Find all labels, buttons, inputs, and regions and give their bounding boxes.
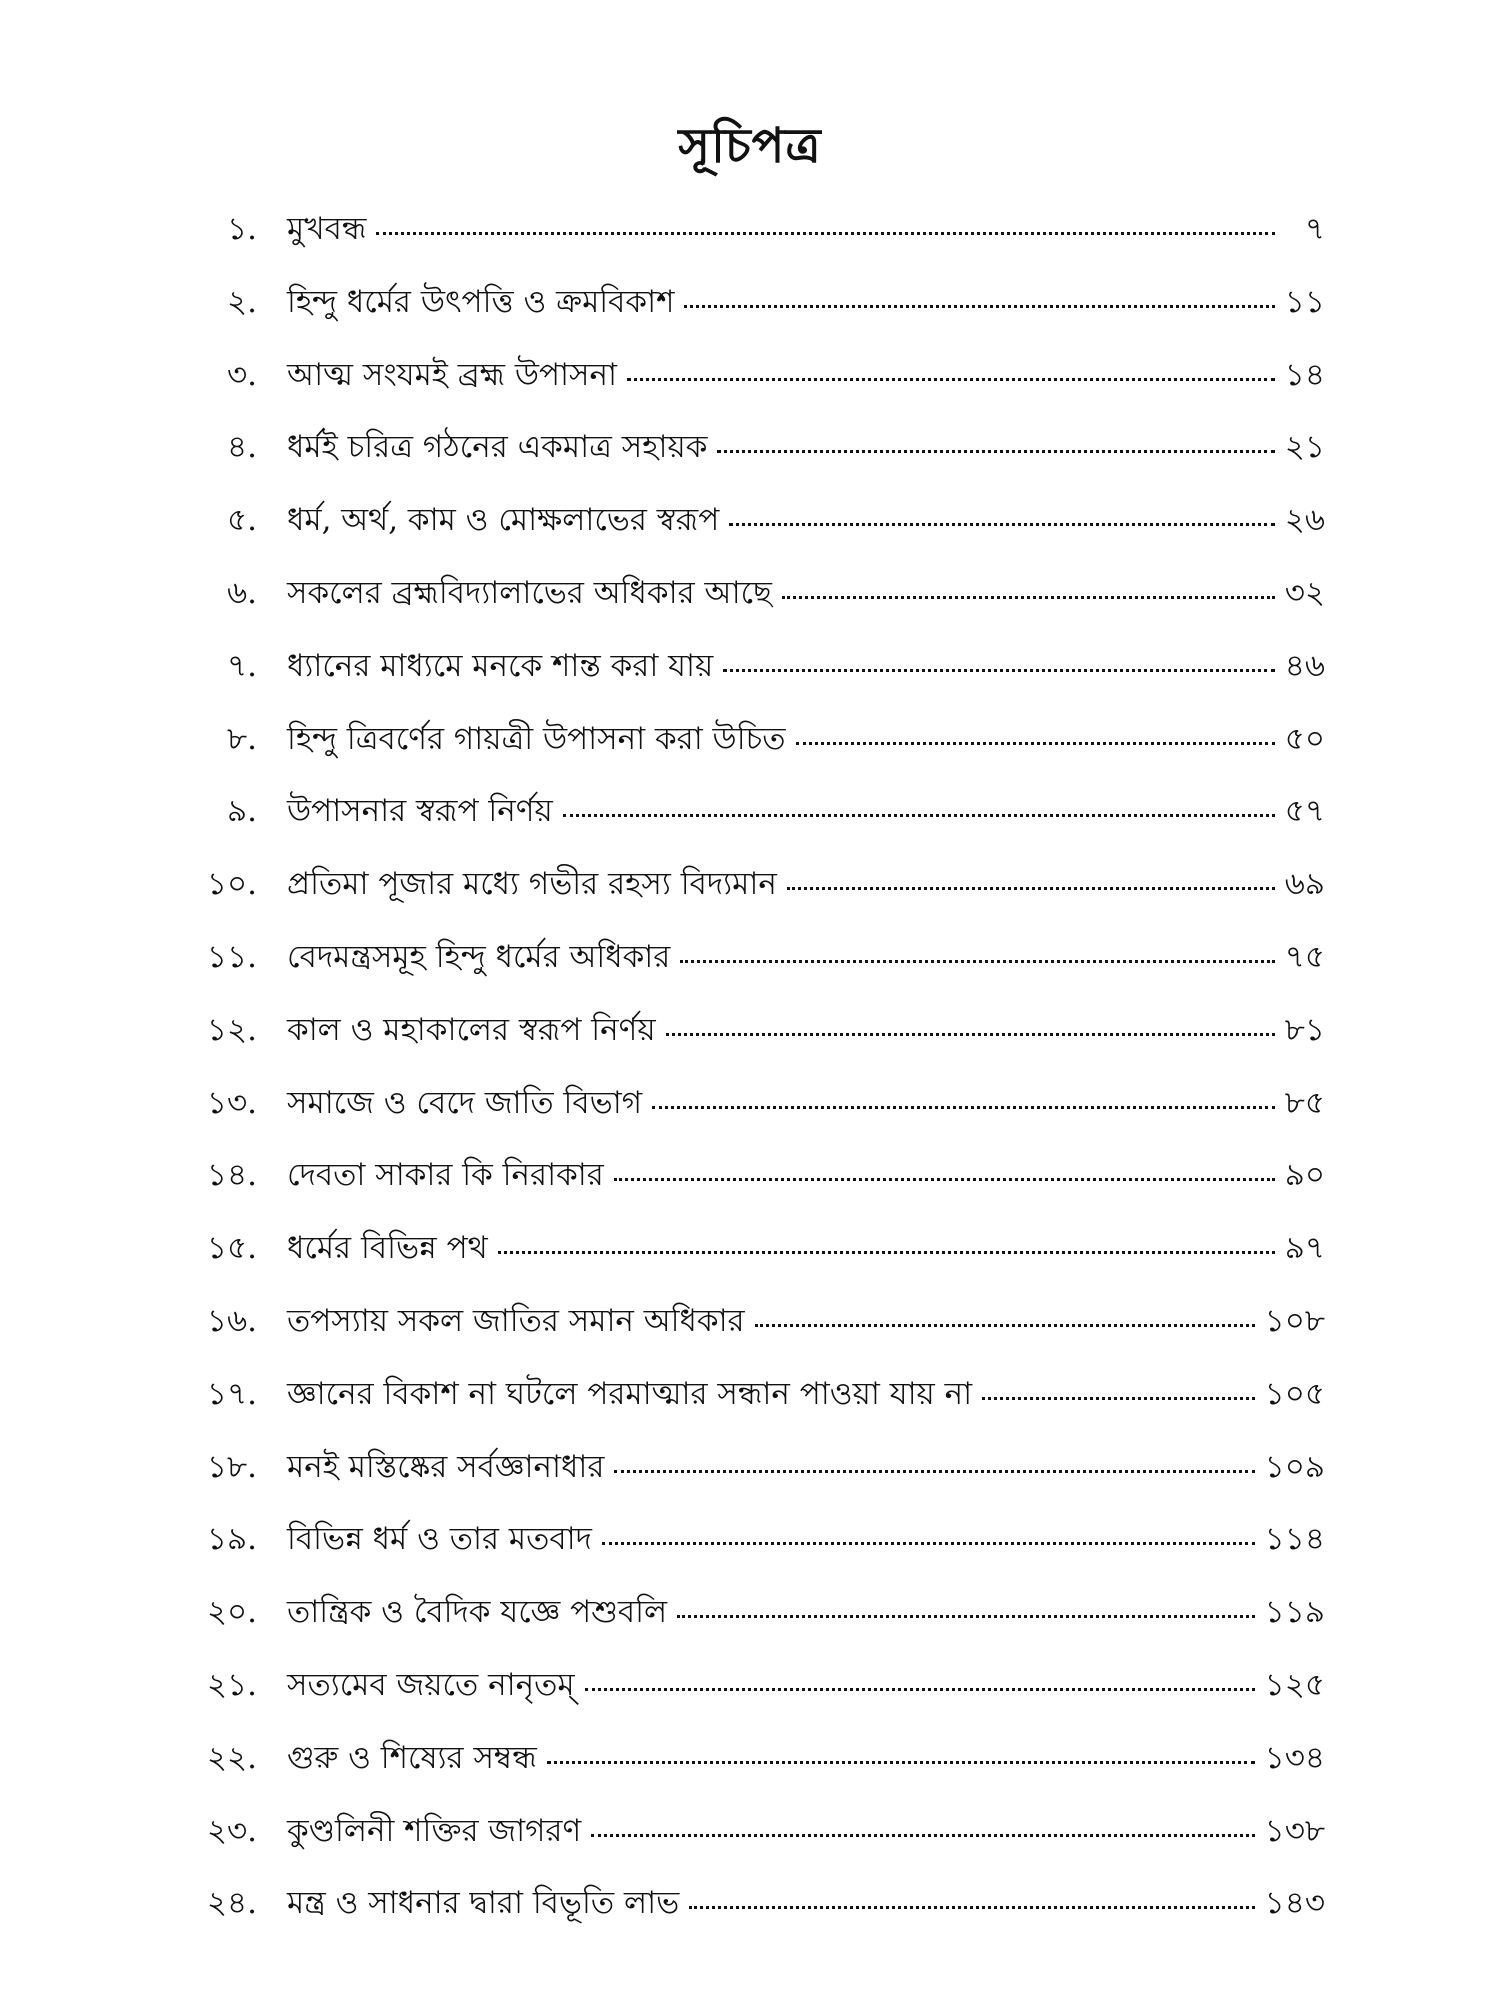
toc-entry-page: ৭ [1304,211,1325,247]
toc-dot-leader [680,960,1274,963]
table-of-contents [175,205,1325,1952]
toc-entry-page: ১১৯ [1264,1594,1325,1631]
toc-entry-title: বেদমন্ত্রসমূহ হিন্দু ধর্মের অধিকার [287,938,671,975]
toc-entry-number: ২৩. [206,1812,257,1849]
toc-entry-title: প্রতিমা পূজার মধ্যে গভীর রহস্য বিদ্যমান [287,866,777,903]
toc-dot-leader [684,305,1274,308]
toc-entry [175,351,1325,424]
toc-entry-number: ১২. [206,1011,257,1048]
toc-entry-number: ১৮. [206,1448,257,1485]
toc-entry-title: জ্ঞানের বিকাশ না ঘটলে পরমাত্মার সন্ধান পাওয়া যায় না [287,1375,973,1412]
toc-entry-title: ধ্যানের মাধ্যমে মনকে শান্ত করা যায় [287,647,714,684]
toc-entry [175,1515,1325,1588]
toc-entry-title: ধর্মই চরিত্র গঠনের একমাত্র সহায়ক [287,429,708,466]
toc-entry-title: বিভিন্ন ধর্ম ও তার মতবাদ [287,1521,592,1558]
toc-dot-leader [729,523,1274,526]
toc-dot-leader [563,814,1275,817]
toc-dot-leader [614,1178,1275,1181]
page-title: সূচিপত্র [678,118,822,175]
toc-entry-title: গুরু ও শিষ্যের সম্বন্ধ [287,1739,537,1776]
toc-entry [175,1807,1325,1880]
toc-entry-page: ৯০ [1284,1157,1325,1194]
toc-entry-title: তান্ত্রিক ও বৈদিক যজ্ঞে পশুবলি [287,1594,668,1631]
toc-entry-title: হিন্দু ত্রিবর্ণের গায়ত্রী উপাসনা করা উচিত [287,720,786,757]
toc-entry-number: ২৪. [206,1885,257,1922]
toc-entry [175,1443,1325,1516]
toc-entry-title: মনই মস্তিষ্কের সর্বজ্ঞানাধার [287,1448,605,1485]
toc-entry-number: ১১. [206,938,257,975]
toc-entry-title: তপস্যায় সকল জাতির সমান অধিকার [287,1302,745,1339]
toc-entry-number: ৪. [227,429,257,466]
toc-entry [175,1661,1325,1734]
toc-dot-leader [782,596,1275,599]
toc-dot-leader [717,450,1274,453]
toc-entry [175,1734,1325,1807]
toc-entry-title: সমাজে ও বেদে জাতি বিভাগ [287,1084,643,1121]
toc-entry-title: কুণ্ডলিনী শক্তির জাগরণ [287,1812,582,1849]
toc-entry [175,278,1325,351]
toc-entry-number: ৬. [226,574,257,611]
toc-entry-number: ১৫. [206,1230,257,1267]
toc-entry-page: ৯৭ [1284,1230,1325,1267]
toc-entry-title: উপাসনার স্বরূপ নির্ণয় [287,793,553,830]
toc-dot-leader [627,378,1275,381]
toc-entry-page: ১০৫ [1264,1375,1325,1412]
toc-entry-title: মন্ত্র ও সাধনার দ্বারা বিভূতি লাভ [287,1885,680,1922]
toc-dot-leader [689,1906,1254,1909]
toc-entry-number: ৮. [227,720,257,757]
toc-entry-title: হিন্দু ধর্মের উৎপত্তি ও ক্রমবিকাশ [287,283,675,320]
toc-entry-title: সত্যমেব জয়তে নানৃতম্ [287,1666,575,1703]
toc-entry-number: ২০. [206,1594,257,1631]
toc-entry-page: ১৩৮ [1264,1812,1325,1849]
toc-entry-number: ২. [226,283,257,320]
toc-entry-page: ১৪৩ [1264,1885,1325,1922]
toc-entry [175,933,1325,1006]
toc-entry [175,1151,1325,1224]
toc-entry [175,642,1325,715]
toc-entry [175,423,1325,496]
toc-entry [175,205,1325,278]
toc-entry-number: ৭. [226,647,257,684]
toc-entry-page: ৫০ [1284,720,1325,757]
toc-entry-page: ৭৫ [1284,938,1325,975]
toc-dot-leader [666,1033,1275,1036]
toc-entry-page: ১০৮ [1264,1302,1325,1339]
toc-entry-number: ১৬. [206,1302,257,1339]
toc-entry-title: ধর্মের বিভিন্ন পথ [287,1230,488,1267]
toc-entry-title: দেবতা সাকার কি নিরাকার [287,1157,604,1194]
toc-entry-number: ৫. [227,502,257,539]
toc-entry-title: মুখবন্ধ [287,211,367,247]
toc-entry [175,715,1325,788]
toc-dot-leader [796,742,1275,745]
toc-entry-number: ১৪. [206,1157,257,1194]
toc-dot-leader [652,1106,1275,1109]
toc-entry-page: ৮১ [1284,1011,1325,1048]
toc-entry [175,496,1325,569]
toc-entry-number: ১৭. [206,1375,257,1412]
toc-dot-leader [982,1397,1254,1400]
toc-entry [175,787,1325,860]
toc-dot-leader [723,669,1274,672]
toc-entry [175,1006,1325,1079]
toc-dot-leader [547,1761,1255,1764]
toc-entry-page: ৪৬ [1284,647,1325,684]
toc-entry-page: ২৬ [1284,502,1325,539]
toc-entry-number: ১. [227,211,257,247]
toc-dot-leader [614,1470,1254,1473]
toc-entry-number: ১৩. [206,1084,257,1121]
toc-entry-number: ৩. [226,356,257,393]
toc-entry [175,1370,1325,1443]
toc-entry [175,860,1325,933]
toc-entry-page: ৩২ [1284,574,1325,611]
toc-entry [175,1297,1325,1370]
toc-entry [175,569,1325,642]
toc-entry-page: ১০৯ [1264,1448,1325,1485]
toc-dot-leader [498,1251,1275,1254]
toc-entry-title: আত্ম সংযমই ব্রহ্ম উপাসনা [287,356,618,393]
toc-entry-number: ২২. [206,1739,257,1776]
toc-entry-title: কাল ও মহাকালের স্বরূপ নির্ণয় [287,1011,656,1048]
toc-entry [175,1079,1325,1152]
toc-entry [175,1588,1325,1661]
toc-entry-title: সকলের ব্রহ্মবিদ্যালাভের অধিকার আছে [287,574,772,611]
toc-entry-page: ১১৪ [1264,1521,1325,1558]
toc-entry-number: ১০. [206,866,257,903]
toc-entry-number: ১৯. [206,1521,257,1558]
toc-dot-leader [755,1324,1255,1327]
toc-dot-leader [591,1834,1254,1837]
toc-entry-page: ৬৯ [1284,866,1325,903]
toc-entry-page: ১৩৪ [1264,1739,1325,1776]
toc-entry-number: ২১. [206,1666,257,1703]
toc-entry-number: ৯. [227,793,257,830]
toc-entry [175,1224,1325,1297]
toc-entry-page: ৮৫ [1284,1084,1325,1121]
toc-dot-leader [787,887,1275,890]
toc-entry-page: ৫৭ [1284,793,1325,830]
toc-dot-leader [677,1615,1255,1618]
toc-dot-leader [585,1688,1255,1691]
toc-entry-page: ২১ [1284,429,1325,466]
toc-dot-leader [376,232,1275,235]
toc-entry-page: ১১ [1284,283,1325,320]
toc-entry-page: ১৪ [1284,356,1325,393]
toc-entry [175,1879,1325,1952]
toc-dot-leader [602,1542,1255,1545]
toc-entry-page: ১২৫ [1264,1666,1325,1703]
toc-entry-title: ধর্ম, অর্থ, কাম ও মোক্ষলাভের স্বরূপ [287,502,720,539]
